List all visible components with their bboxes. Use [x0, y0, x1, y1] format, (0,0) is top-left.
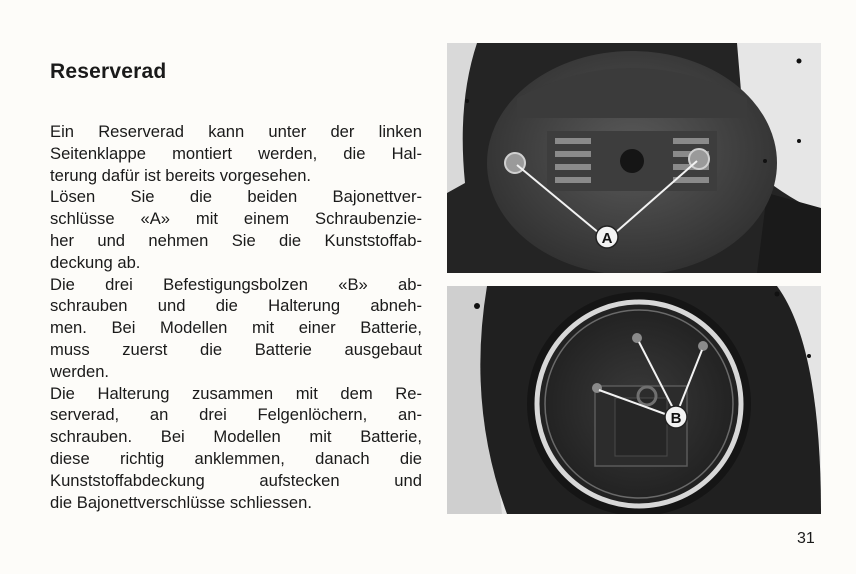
text-line: schrauben und die Halterung abneh-	[50, 296, 422, 316]
text-line: Lösen Sie die beiden Bajonettver-	[50, 187, 422, 207]
page-title: Reserverad	[50, 60, 167, 83]
text-line: muss zuerst die Batterie ausgebaut	[50, 339, 422, 359]
photo-mounting-bolts	[447, 286, 821, 514]
text-line: werden.	[50, 361, 110, 381]
text-line: her und nehmen Sie die Kunststoffab-	[50, 230, 422, 250]
callout-b-label: B	[670, 410, 682, 427]
text-line: terung dafür ist bereits vorgesehen.	[50, 165, 312, 185]
text-line: schrauben. Bei Modellen mit Batterie,	[50, 427, 422, 447]
photo-cover-bayonet	[447, 43, 821, 273]
text-line: die Bajonettverschlüsse schliessen.	[50, 492, 312, 512]
text-line: Die Halterung zusammen mit dem Re-	[50, 383, 422, 403]
text-line: Seitenklappe montiert werden, die Hal-	[50, 143, 422, 163]
text-line: Ein Reserverad kann unter der linken	[50, 122, 422, 141]
text-line: men. Bei Modellen mit einer Batterie,	[50, 318, 422, 338]
text-line: schlüsse «A» mit einem Schraubenzie-	[50, 209, 422, 229]
text-line: Die drei Befestigungsbolzen «B» ab-	[50, 274, 422, 294]
text-line: Kunststoffabdeckung aufstecken und	[50, 470, 422, 490]
callout-a-label: A	[601, 230, 613, 247]
page-number: 31	[797, 530, 815, 547]
text-line: diese richtig anklemmen, danach die	[50, 448, 422, 468]
text-line: deckung ab.	[50, 252, 141, 272]
body-text	[50, 121, 422, 513]
text-line: serverad, an drei Felgenlöchern, an-	[50, 405, 422, 425]
